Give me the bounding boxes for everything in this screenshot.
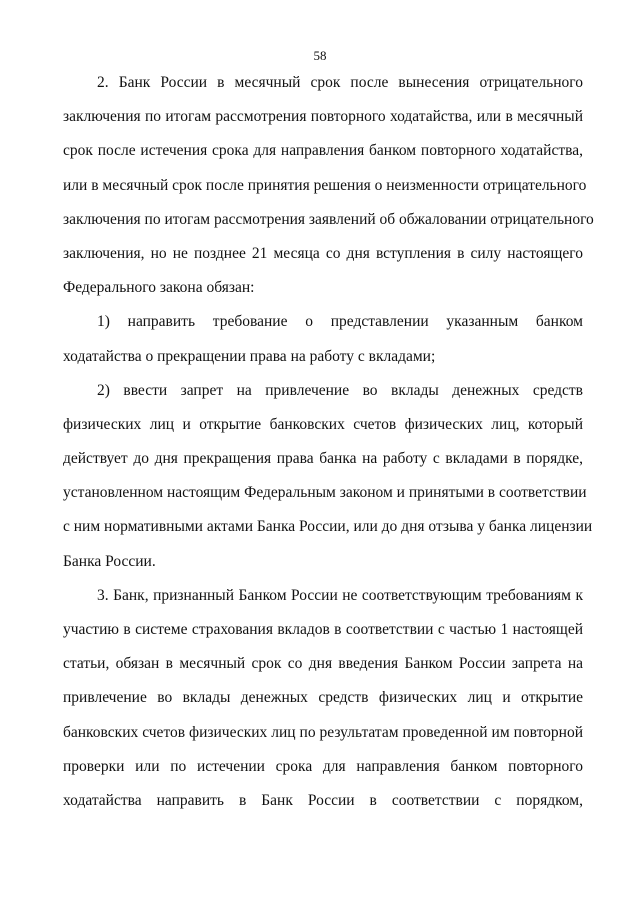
text-line: срок после истечения срока для направления банком повторного ходатайства,	[63, 142, 583, 160]
text-line: 3. Банк, признанный Банком России не соответствующим требованиям к	[97, 586, 583, 604]
text-line: действует до дня прекращения права банка на работу с вкладами в порядке,	[63, 450, 583, 468]
text-line: физических лиц и открытие банковских счетов физических лиц, который	[63, 415, 583, 433]
text-line: ходатайства направить в Банк России в соответствии с порядком,	[63, 791, 583, 809]
text-line: банковских счетов физических лиц по результатам проведенной им повторной	[63, 723, 583, 741]
text-line: заключения по итогам рассмотрения повторного ходатайства, или в месячный	[63, 108, 583, 126]
text-line: 2) ввести запрет на привлечение во вклады денежных средств	[97, 381, 583, 399]
text-line: с ним нормативными актами Банка России, или до дня отзыва у банка лицензии	[63, 518, 593, 536]
text-line: ходатайства о прекращении права на работу с вкладами;	[63, 347, 436, 365]
page-number: 58	[313, 48, 327, 63]
text-line: или в месячный срок после принятия решения о неизменности отрицательного	[63, 176, 587, 194]
text-line: 2. Банк России в месячный срок после вынесения отрицательного	[97, 74, 583, 91]
text-line: заключения по итогам рассмотрения заявлений об обжаловании отрицательного	[63, 210, 594, 228]
text-line: участию в системе страхования вкладов в соответствии с частью 1 настоящей	[63, 621, 583, 638]
text-line: привлечение во вклады денежных средств физических лиц и открытие	[63, 689, 583, 707]
text-line: статьи, обязан в месячный срок со дня введения Банком России запрета на	[63, 655, 583, 673]
text-line: Банка России.	[63, 552, 156, 570]
text-line: установленном настоящим Федеральным законом и принятыми в соответствии	[63, 484, 587, 502]
text-line: 1) направить требование о представлении указанным банком	[97, 313, 583, 331]
document-body	[63, 72, 594, 824]
text-line: заключения, но не позднее 21 месяца со дня вступления в силу настоящего	[63, 244, 583, 262]
text-line: проверки или по истечении срока для направления банком повторного	[63, 757, 583, 775]
text-line: Федерального закона обязан:	[63, 279, 255, 297]
